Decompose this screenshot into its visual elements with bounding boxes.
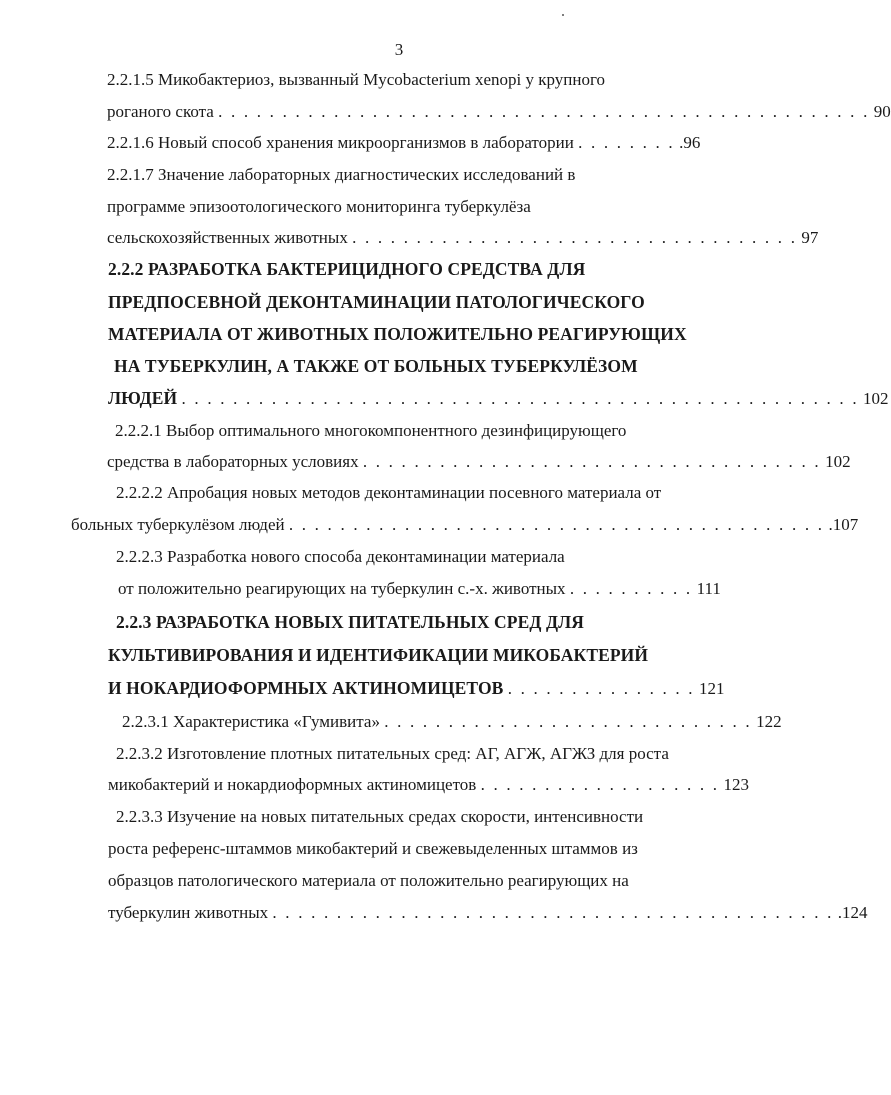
toc-entry-title: МАТЕРИАЛА ОТ ЖИВОТНЫХ ПОЛОЖИТЕЛЬНО РЕАГИРУЮЩИХ — [108, 324, 687, 344]
toc-entry-title: 2.2.3.1 Характеристика «Гумивита» — [122, 712, 380, 731]
toc-entry-title: программе эпизоотологического мониторинга туберкулёза — [107, 197, 531, 216]
toc-line — [108, 838, 638, 860]
toc-entry-title: сельскохозяйственных животных — [107, 228, 348, 247]
toc-dot-leader: . . . . . . . . . . . . . . . . . . . . . . . . . . . . . . . . . . . — [352, 228, 798, 247]
toc-page-number: 102 — [863, 389, 889, 408]
toc-entry-title: 2.2.1.7 Значение лабораторных диагностических исследований в — [107, 165, 576, 184]
toc-entry-title: роганого скота — [107, 102, 214, 121]
toc-entry-title: 2.2.1.6 Новый способ хранения микроорганизмов в лаборатории — [107, 133, 574, 152]
toc-dot-leader: . . . . . . . . . . . . . . . . . . . . . . . . . . . . . . . . . . . . . . . . . . . . . . . . . . . . . — [181, 389, 859, 408]
toc-entry-title: ЛЮДЕЙ — [108, 388, 178, 408]
toc-entry-title: И НОКАРДИОФОРМНЫХ АКТИНОМИЦЕТОВ — [108, 678, 504, 698]
toc-line — [122, 711, 782, 733]
toc-page-number: 102 — [825, 452, 851, 471]
toc-entry-title: КУЛЬТИВИРОВАНИЯ И ИДЕНТИФИКАЦИИ МИКОБАКТЕРИЙ — [108, 645, 649, 665]
toc-line — [118, 578, 721, 600]
toc-line — [107, 164, 575, 186]
toc-page-number: 122 — [756, 712, 782, 731]
toc-entry-title: 2.2.2 РАЗРАБОТКА БАКТЕРИЦИДНОГО СРЕДСТВА ДЛЯ — [108, 259, 586, 279]
toc-entry-title: 2.2.3.2 Изготовление плотных питательных сред: АГ, АГЖ, АГЖЗ для роста — [116, 744, 669, 763]
toc-line — [116, 482, 661, 504]
toc-section-heading — [108, 644, 648, 666]
toc-line — [107, 196, 531, 218]
toc-page-number: .107 — [828, 515, 859, 534]
toc-section-heading — [108, 258, 585, 280]
toc-line — [107, 227, 818, 249]
toc-page-number: .96 — [679, 133, 701, 152]
toc-dot-leader: . . . . . . . . . . . . . . . . . . . — [480, 775, 720, 794]
toc-entry-title: образцов патологического материала от положительно реагирующих на — [108, 871, 629, 890]
toc-line — [107, 451, 851, 473]
scan-speck — [562, 14, 564, 16]
toc-page-number: 121 — [699, 679, 725, 698]
toc-line — [116, 743, 669, 765]
toc-line — [107, 69, 605, 91]
toc-dot-leader: . . . . . . . . . . . . . . . . . . . . . . . . . . . . . . . . . . . . . . . . . . . . . . . . . . . — [218, 102, 870, 121]
toc-entry-title: НА ТУБЕРКУЛИН, А ТАКЖЕ ОТ БОЛЬНЫХ ТУБЕРКУЛЁЗОМ — [114, 356, 638, 376]
toc-dot-leader: . . . . . . . . — [578, 133, 675, 152]
toc-entry-title: роста референс-штаммов микобактерий и свежевыделенных штаммов из — [108, 839, 638, 858]
toc-entry-title: туберкулин животных — [108, 903, 269, 922]
toc-line — [108, 902, 868, 924]
toc-line — [107, 101, 891, 123]
toc-line — [107, 132, 700, 154]
toc-page-number: .124 — [837, 903, 868, 922]
toc-line — [116, 546, 565, 568]
toc-line — [115, 420, 626, 442]
toc-entry-title: 2.2.2.2 Апробация новых методов деконтаминации посевного материала от — [116, 483, 662, 502]
toc-entry-title: 2.2.1.5 Микобактериоз, вызванный Mycobacterium xenopi у крупного — [107, 70, 606, 89]
toc-line — [108, 677, 725, 700]
page-number: 3 — [394, 40, 404, 59]
toc-section-heading — [108, 291, 645, 313]
toc-page-number: 97 — [801, 228, 819, 247]
toc-page-number: 111 — [696, 579, 721, 598]
toc-entry-title: 2.2.3.3 Изучение на новых питательных средах скорости, интенсивности — [116, 807, 644, 826]
toc-entry-title: 2.2.3 РАЗРАБОТКА НОВЫХ ПИТАТЕЛЬНЫХ СРЕД ДЛЯ — [116, 612, 584, 632]
toc-line — [108, 870, 629, 892]
toc-entry-title: 2.2.2.1 Выбор оптимального многокомпонентного дезинфицирующего — [115, 421, 627, 440]
toc-dot-leader: . . . . . . . . . . . . . . . . . . . . . . . . . . . . . . . . . . . . . . . . . . . . — [272, 903, 834, 922]
toc-entry-title: ПРЕДПОСЕВНОЙ ДЕКОНТАМИНАЦИИ ПАТОЛОГИЧЕСКОГО — [108, 292, 645, 312]
toc-entry-title: микобактерий и нокардиоформных актиномицетов — [108, 775, 477, 794]
toc-entry-title: средства в лабораторных условиях — [107, 452, 359, 471]
toc-dot-leader: . . . . . . . . . . . . . . . — [507, 679, 695, 698]
toc-dot-leader: . . . . . . . . . . . . . . . . . . . . . . . . . . . . . . . . . . . . — [362, 452, 821, 471]
toc-entry-title: 2.2.2.3 Разработка нового способа деконтаминации материала — [116, 547, 565, 566]
toc-section-heading — [116, 611, 584, 633]
toc-line — [116, 806, 643, 828]
toc-dot-leader: . . . . . . . . . . — [569, 579, 693, 598]
toc-dot-leader: . . . . . . . . . . . . . . . . . . . . . . . . . . . . . — [384, 712, 752, 731]
toc-page-number: 123 — [723, 775, 749, 794]
toc-dot-leader: . . . . . . . . . . . . . . . . . . . . . . . . . . . . . . . . . . . . . . . . . . — [288, 515, 825, 534]
toc-page-number: 90 — [873, 102, 891, 121]
toc-line — [71, 514, 858, 536]
toc-line — [108, 387, 889, 410]
toc-section-heading — [114, 355, 638, 377]
toc-section-heading — [108, 323, 687, 345]
toc-entry-title: от положительно реагирующих на туберкулин с.-х. животных — [118, 579, 566, 598]
toc-entry-title: больных туберкулёзом людей — [71, 515, 285, 534]
toc-line — [108, 774, 749, 796]
